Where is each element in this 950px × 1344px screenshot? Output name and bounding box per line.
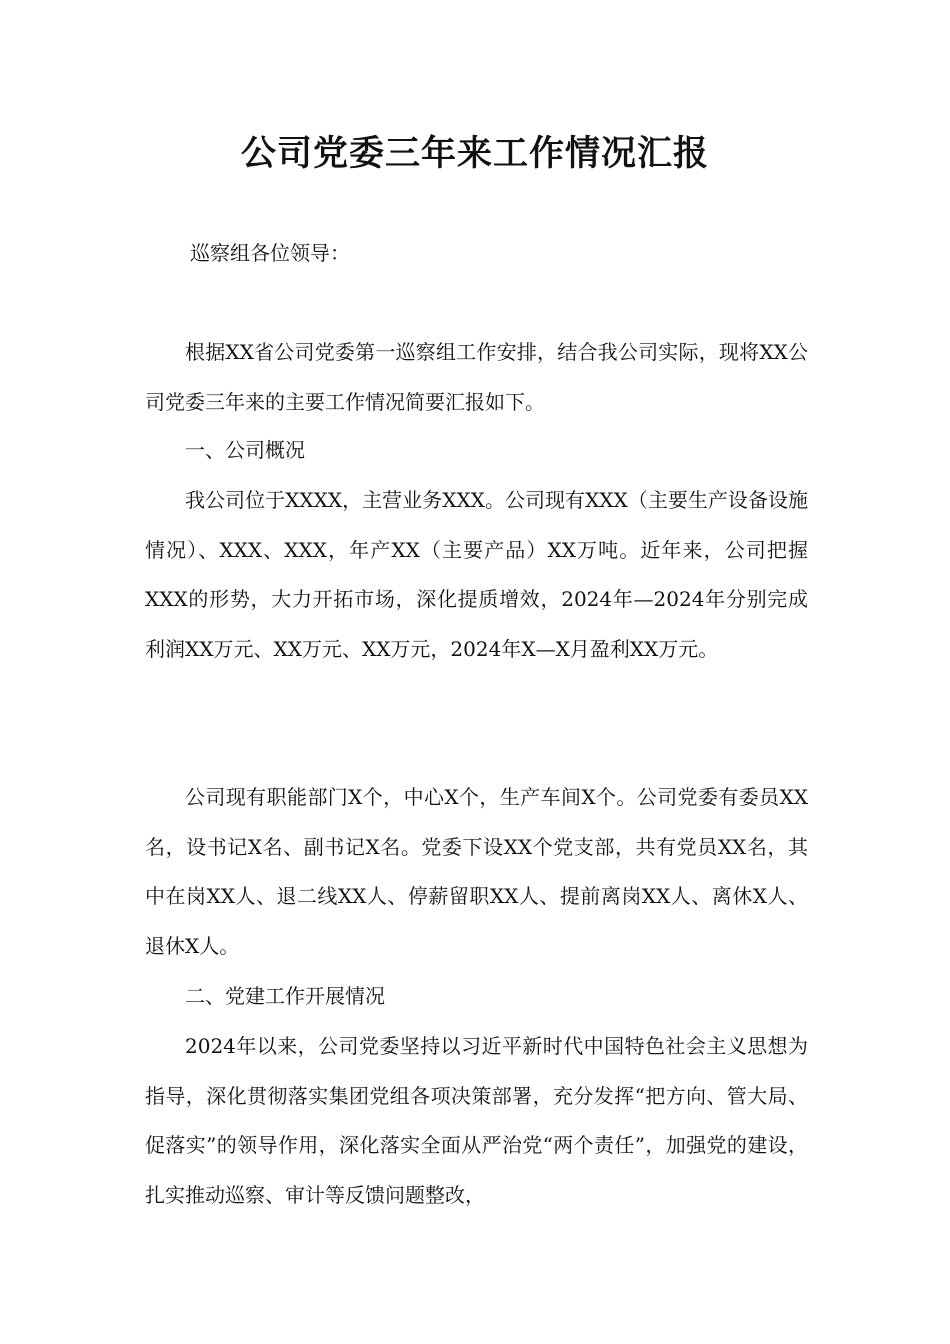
paragraph-intro: 根据XX省公司党委第一巡察组工作安排，结合我公司实际，现将XX公司党委三年来的主要工作情况简要汇报如下。 — [145, 340, 808, 414]
section-heading-party-building: 二、党建工作开展情况 — [185, 984, 385, 1008]
paragraph-organization: 公司现有职能部门X个，中心X个，生产车间X个。公司党委有委员XX名，设书记X名、副书记X名。党委下设XX个党支部，共有党员XX名，其中在岗XX人、退二线XX人、停薪留职XX人、提前离岗XX人、离休X人、退休X人。 — [145, 785, 808, 958]
paragraph-company-overview: 我公司位于XXXX，主营业务XXX。公司现有XXX（主要生产设备设施情况）、XXX、XXX，年产XX（主要产品）XX万吨。近年来，公司把握XXX的形势，大力开拓市场，深化提质增效，2024年—2024年分别完成利润XX万元、XX万元、XX万元，2024年X—X月盈利XX万元。 — [145, 488, 808, 661]
document-title: 公司党委三年来工作情况汇报 — [240, 134, 709, 174]
paragraph-party-building: 2024年以来，公司党委坚持以习近平新时代中国特色社会主义思想为指导，深化贯彻落实集团党组各项决策部署，充分发挥“把方向、管大局、促落实”的领导作用，深化落实全面从严治党“两个责任”，加强党的建设，扎实推动巡察、审计等反馈问题整改， — [145, 1034, 808, 1207]
salutation: 巡察组各位领导： — [190, 241, 350, 265]
section-heading-company-overview: 一、公司概况 — [185, 438, 305, 462]
